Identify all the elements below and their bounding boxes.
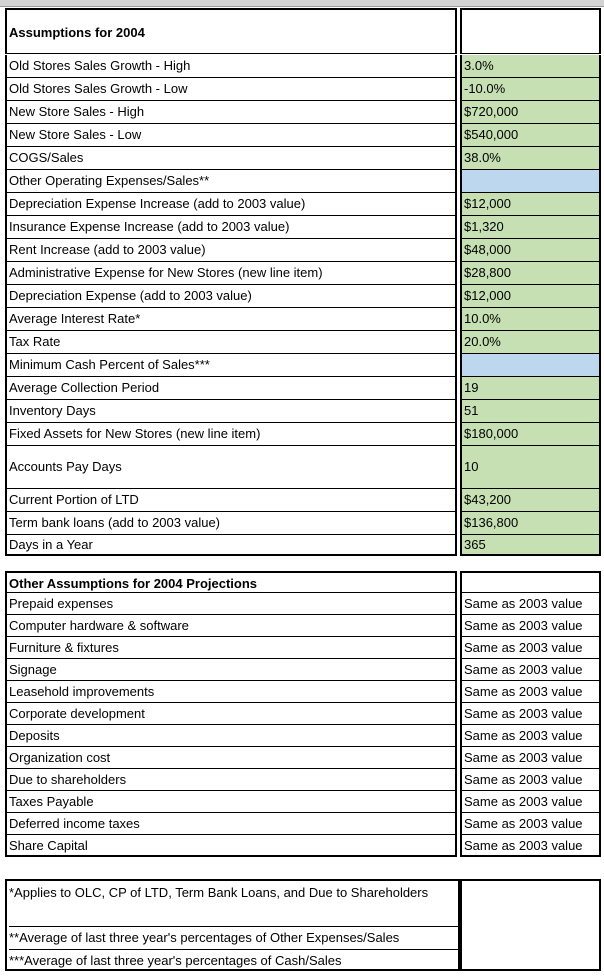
assumption-5-label-cell[interactable]: COGS/Sales [5,147,457,170]
assumption-19-label-cell[interactable]: Current Portion of LTD [5,489,457,512]
assumption-6-label-cell[interactable]: Other Operating Expenses/Sales** [5,170,457,193]
assumption-11-row [0,285,604,308]
assumption-17-value-cell[interactable]: $180,000 [460,423,601,446]
other-assumption-1-row [0,593,604,615]
other-header-label-cell[interactable]: Other Assumptions for 2004 Projections [5,571,457,593]
other-assumption-3-row [0,637,604,659]
assumption-11-value-cell[interactable]: $12,000 [460,285,601,308]
footnote-value-cell[interactable] [460,879,601,971]
assumption-15-value-cell[interactable]: 19 [460,377,601,400]
assumption-12-label-cell[interactable]: Average Interest Rate* [5,308,457,331]
assumption-9-row [0,239,604,262]
assumption-14-row [0,354,604,377]
other-assumption-6-row [0,703,604,725]
assumption-17-row [0,423,604,446]
assumption-6-value-cell[interactable] [460,170,601,193]
other-assumption-1-label-cell[interactable]: Prepaid expenses [5,593,457,615]
assumption-12-value-cell[interactable]: 10.0% [460,308,601,331]
assumption-3-row [0,101,604,124]
other-assumption-9-label-cell[interactable]: Due to shareholders [5,769,457,791]
other-assumption-9-row [0,769,604,791]
assumption-4-value-cell[interactable]: $540,000 [460,124,601,147]
assumption-1-value-cell[interactable]: 3.0% [460,55,601,78]
other-header-value-cell[interactable] [460,571,601,593]
other-assumption-4-label-cell[interactable]: Signage [5,659,457,681]
other-assumption-12-label-cell[interactable]: Share Capital [5,835,457,857]
assumption-5-value-cell[interactable]: 38.0% [460,147,601,170]
other-assumption-8-label-cell[interactable]: Organization cost [5,747,457,769]
assumption-20-label-cell[interactable]: Term bank loans (add to 2003 value) [5,512,457,535]
other-assumption-6-value-cell[interactable]: Same as 2003 value [460,703,601,725]
assumption-5-row [0,147,604,170]
other-assumption-3-value-cell[interactable]: Same as 2003 value [460,637,601,659]
other-assumption-11-label-cell[interactable]: Deferred income taxes [5,813,457,835]
other-assumption-5-label-cell[interactable]: Leasehold improvements [5,681,457,703]
other-assumption-2-row [0,615,604,637]
assumption-10-row [0,262,604,285]
assumption-21-row [0,535,604,556]
assumptions-header-label-cell[interactable]: Assumptions for 2004 [5,8,457,54]
assumption-8-value-cell[interactable]: $1,320 [460,216,601,239]
assumption-17-label-cell[interactable]: Fixed Assets for New Stores (new line item) [5,423,457,446]
other-assumption-9-value-cell[interactable]: Same as 2003 value [460,769,601,791]
assumption-3-value-cell[interactable]: $720,000 [460,101,601,124]
footnote-1[interactable]: *Applies to OLC, CP of LTD, Term Bank Loans, and Due to Shareholders [9,881,458,927]
other-assumption-8-value-cell[interactable]: Same as 2003 value [460,747,601,769]
assumption-16-value-cell[interactable]: 51 [460,400,601,423]
other-assumption-7-row [0,725,604,747]
assumption-2-row [0,78,604,101]
assumption-18-row [0,446,604,489]
other-assumption-5-row [0,681,604,703]
assumption-20-value-cell[interactable]: $136,800 [460,512,601,535]
other-assumption-11-value-cell[interactable]: Same as 2003 value [460,813,601,835]
other-assumption-6-label-cell[interactable]: Corporate development [5,703,457,725]
other-assumption-10-value-cell[interactable]: Same as 2003 value [460,791,601,813]
assumption-19-value-cell[interactable]: $43,200 [460,489,601,512]
other-assumption-7-value-cell[interactable]: Same as 2003 value [460,725,601,747]
assumption-11-label-cell[interactable]: Depreciation Expense (add to 2003 value) [5,285,457,308]
assumption-1-label-cell[interactable]: Old Stores Sales Growth - High [5,55,457,78]
other-assumption-1-value-cell[interactable]: Same as 2003 value [460,593,601,615]
assumption-9-label-cell[interactable]: Rent Increase (add to 2003 value) [5,239,457,262]
other-assumption-12-row [0,835,604,857]
assumption-18-value-cell[interactable]: 10 [460,446,601,489]
other-assumption-8-row [0,747,604,769]
other-assumption-4-row [0,659,604,681]
other-assumption-5-value-cell[interactable]: Same as 2003 value [460,681,601,703]
footnotes-box [5,879,460,971]
assumption-16-row [0,400,604,423]
assumption-9-value-cell[interactable]: $48,000 [460,239,601,262]
other-assumption-10-label-cell[interactable]: Taxes Payable [5,791,457,813]
assumption-13-value-cell[interactable]: 20.0% [460,331,601,354]
assumption-14-label-cell[interactable]: Minimum Cash Percent of Sales*** [5,354,457,377]
assumption-7-row [0,193,604,216]
other-assumption-2-label-cell[interactable]: Computer hardware & software [5,615,457,637]
assumption-13-label-cell[interactable]: Tax Rate [5,331,457,354]
assumption-10-label-cell[interactable]: Administrative Expense for New Stores (new line item) [5,262,457,285]
assumption-6-row [0,170,604,193]
assumption-4-label-cell[interactable]: New Store Sales - Low [5,124,457,147]
assumption-7-value-cell[interactable]: $12,000 [460,193,601,216]
other-assumption-2-value-cell[interactable]: Same as 2003 value [460,615,601,637]
assumption-3-label-cell[interactable]: New Store Sales - High [5,101,457,124]
other-assumption-10-row [0,791,604,813]
assumption-15-label-cell[interactable]: Average Collection Period [5,377,457,400]
assumption-10-value-cell[interactable]: $28,800 [460,262,601,285]
assumption-7-label-cell[interactable]: Depreciation Expense Increase (add to 2003 value) [5,193,457,216]
other-assumption-7-label-cell[interactable]: Deposits [5,725,457,747]
assumption-1-row [0,55,604,78]
assumption-15-row [0,377,604,400]
assumption-20-row [0,512,604,535]
assumption-2-value-cell[interactable]: -10.0% [460,78,601,101]
assumption-4-row [0,124,604,147]
other-assumption-4-value-cell[interactable]: Same as 2003 value [460,659,601,681]
column-header-strip [0,0,604,7]
assumption-12-row [0,308,604,331]
assumption-8-label-cell[interactable]: Insurance Expense Increase (add to 2003 value) [5,216,457,239]
assumptions-header-row [0,8,604,54]
other-assumption-3-label-cell[interactable]: Furniture & fixtures [5,637,457,659]
assumption-19-row [0,489,604,512]
assumptions-header-value-cell[interactable] [460,8,601,54]
assumption-21-label-cell[interactable]: Days in a Year [5,535,457,556]
assumption-2-label-cell[interactable]: Old Stores Sales Growth - Low [5,78,457,101]
other-assumption-11-row [0,813,604,835]
other-assumption-12-value-cell[interactable]: Same as 2003 value [460,835,601,857]
assumption-18-label-cell[interactable]: Accounts Pay Days [5,446,457,489]
footnote-3[interactable]: ***Average of last three year's percentages of Cash/Sales [9,953,342,968]
assumption-21-value-cell[interactable]: 365 [460,535,601,556]
assumption-14-value-cell[interactable] [460,354,601,377]
footnote-2[interactable]: **Average of last three year's percentages of Other Expenses/Sales [9,927,458,950]
other-header-row [0,571,604,593]
assumption-8-row [0,216,604,239]
assumption-13-row [0,331,604,354]
assumption-16-label-cell[interactable]: Inventory Days [5,400,457,423]
